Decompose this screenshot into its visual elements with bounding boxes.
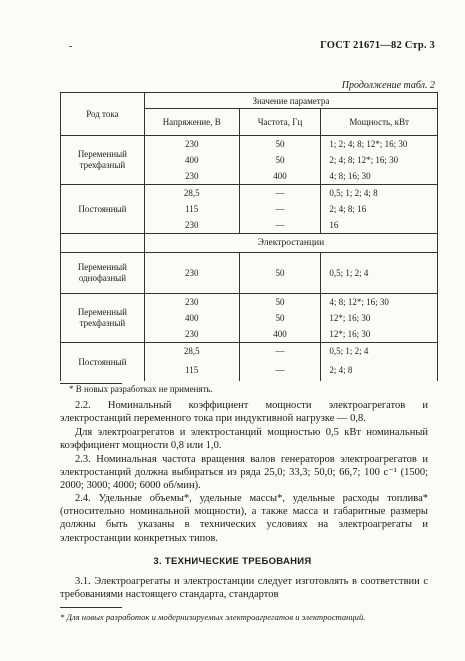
col-kind-header: Род тока	[61, 93, 145, 136]
paragraph-2-2-continued	[60, 426, 428, 452]
table-row	[61, 185, 438, 202]
power-cell: 0,5; 1; 2; 4	[321, 253, 438, 294]
power-cell: 0,5; 1; 2; 4	[321, 343, 438, 360]
frequency-cell: 400	[239, 168, 321, 185]
header-dash: -	[69, 41, 73, 52]
voltage-cell: 28,5	[144, 185, 239, 202]
voltage-cell: 230	[144, 136, 239, 153]
frequency-cell: 50	[239, 136, 321, 153]
current-kind-line: Постоянный	[78, 356, 127, 367]
paragraph-text: 3.1. Электроагрегаты и электростанции следует изготовлять в соответствии с требованиями настоящего стандарта, стандартов	[60, 576, 428, 601]
power-cell: 4; 8; 12*; 16; 30	[321, 294, 438, 311]
footnote-rule	[60, 607, 122, 608]
page-footnote: * Для новых разработок и модернизируемых электроагрегатов и электростанций.	[60, 612, 366, 622]
table-row	[61, 343, 438, 360]
paragraph-3-1	[60, 575, 428, 601]
col-voltage-header: Напряжение, В	[144, 109, 239, 136]
current-kind-cell	[61, 294, 145, 343]
voltage-cell: 28,5	[144, 343, 239, 360]
frequency-cell: —	[239, 185, 321, 202]
paragraph-2-2	[60, 399, 428, 425]
frequency-cell: 50	[239, 310, 321, 326]
current-kind-line: трехфазный	[79, 318, 126, 328]
section-heading: 3. ТЕХНИЧЕСКИЕ ТРЕБОВАНИЯ	[153, 556, 312, 567]
paragraph-text: Для электроагрегатов и электростанций мощностью 0,5 кВт номинальный коэффициент мощности 0,8 или 1,0.	[60, 427, 428, 452]
frequency-cell: 50	[239, 294, 321, 311]
voltage-cell: 400	[144, 310, 239, 326]
power-cell: 4; 8; 16; 30	[321, 168, 438, 185]
table-continuation: Продолжение табл. 2	[341, 80, 435, 91]
power-cell: 2; 4; 8	[321, 359, 438, 381]
current-kind-line: Переменный	[77, 149, 127, 159]
power-cell: 1; 2; 4; 8; 12*; 16; 30	[321, 136, 438, 153]
section-row	[61, 234, 438, 253]
voltage-cell: 115	[144, 201, 239, 217]
current-kind-cell	[61, 343, 145, 382]
power-cell: 16	[321, 217, 438, 234]
paragraph-2-4	[60, 492, 428, 545]
voltage-cell: 115	[144, 359, 239, 381]
section-label: Электростанции	[144, 234, 437, 253]
frequency-cell: —	[239, 217, 321, 234]
voltage-cell: 230	[144, 294, 239, 311]
power-cell: 2; 4; 8; 16	[321, 201, 438, 217]
frequency-cell: 50	[239, 253, 321, 294]
col-frequency-header: Частота, Гц	[239, 109, 321, 136]
current-kind-line: Постоянный	[78, 203, 127, 214]
frequency-cell: —	[239, 201, 321, 217]
table-row	[61, 253, 438, 294]
paragraph-text: 2.2. Номинальный коэффициент мощности электроагрегатов и электростанций переменного тока при индуктивной нагрузке — 0,8.	[60, 400, 428, 425]
voltage-cell: 230	[144, 168, 239, 185]
power-cell: 0,5; 1; 2; 4; 8	[321, 185, 438, 202]
parameters-table	[60, 92, 438, 381]
frequency-cell: —	[239, 359, 321, 381]
power-cell: 12*; 16; 30	[321, 326, 438, 343]
power-cell: 2; 4; 8; 12*; 16; 30	[321, 152, 438, 168]
paragraph-2-3	[60, 453, 428, 493]
frequency-cell: —	[239, 343, 321, 360]
voltage-cell: 400	[144, 152, 239, 168]
parameter-group-header: Значение параметра	[144, 93, 437, 109]
current-kind-cell	[61, 136, 145, 185]
voltage-cell: 230	[144, 253, 239, 294]
paragraph-text: 2.3. Номинальная частота вращения валов генераторов электроагрегатов и электростанций должна выбираться из ряда 25,0; 33,3; 50,0; 66,7; 100 с⁻¹ (1500; 2000; 3000; 4000; 6000 об/мин).	[60, 454, 428, 492]
page-header: ГОСТ 21671—82 Стр. 3	[320, 40, 435, 51]
paragraph-text: 2.4. Удельные объемы*, удельные массы*, удельные расходы топлива* (относительно номинальной мощности), а также масса и габаритные размеры должны быть указаны в технических условиях на электроагрегаты и электростанции конкретных типов.	[60, 493, 428, 544]
table-footnote: * В новых разработках не применять.	[69, 384, 213, 394]
voltage-cell: 230	[144, 217, 239, 234]
table-row	[61, 136, 438, 153]
col-power-header: Мощность, кВт	[321, 109, 438, 136]
current-kind-line: трехфазный	[79, 160, 126, 170]
frequency-cell: 400	[239, 326, 321, 343]
current-kind-line: Переменный	[77, 307, 127, 317]
current-kind-line: однофазный	[78, 273, 127, 283]
current-kind-line: Переменный	[77, 262, 127, 272]
current-kind-cell	[61, 253, 145, 294]
frequency-cell: 50	[239, 152, 321, 168]
current-kind-cell	[61, 185, 145, 234]
table-row	[61, 294, 438, 311]
voltage-cell: 230	[144, 326, 239, 343]
empty-cell	[61, 234, 145, 253]
power-cell: 12*; 16; 30	[321, 310, 438, 326]
